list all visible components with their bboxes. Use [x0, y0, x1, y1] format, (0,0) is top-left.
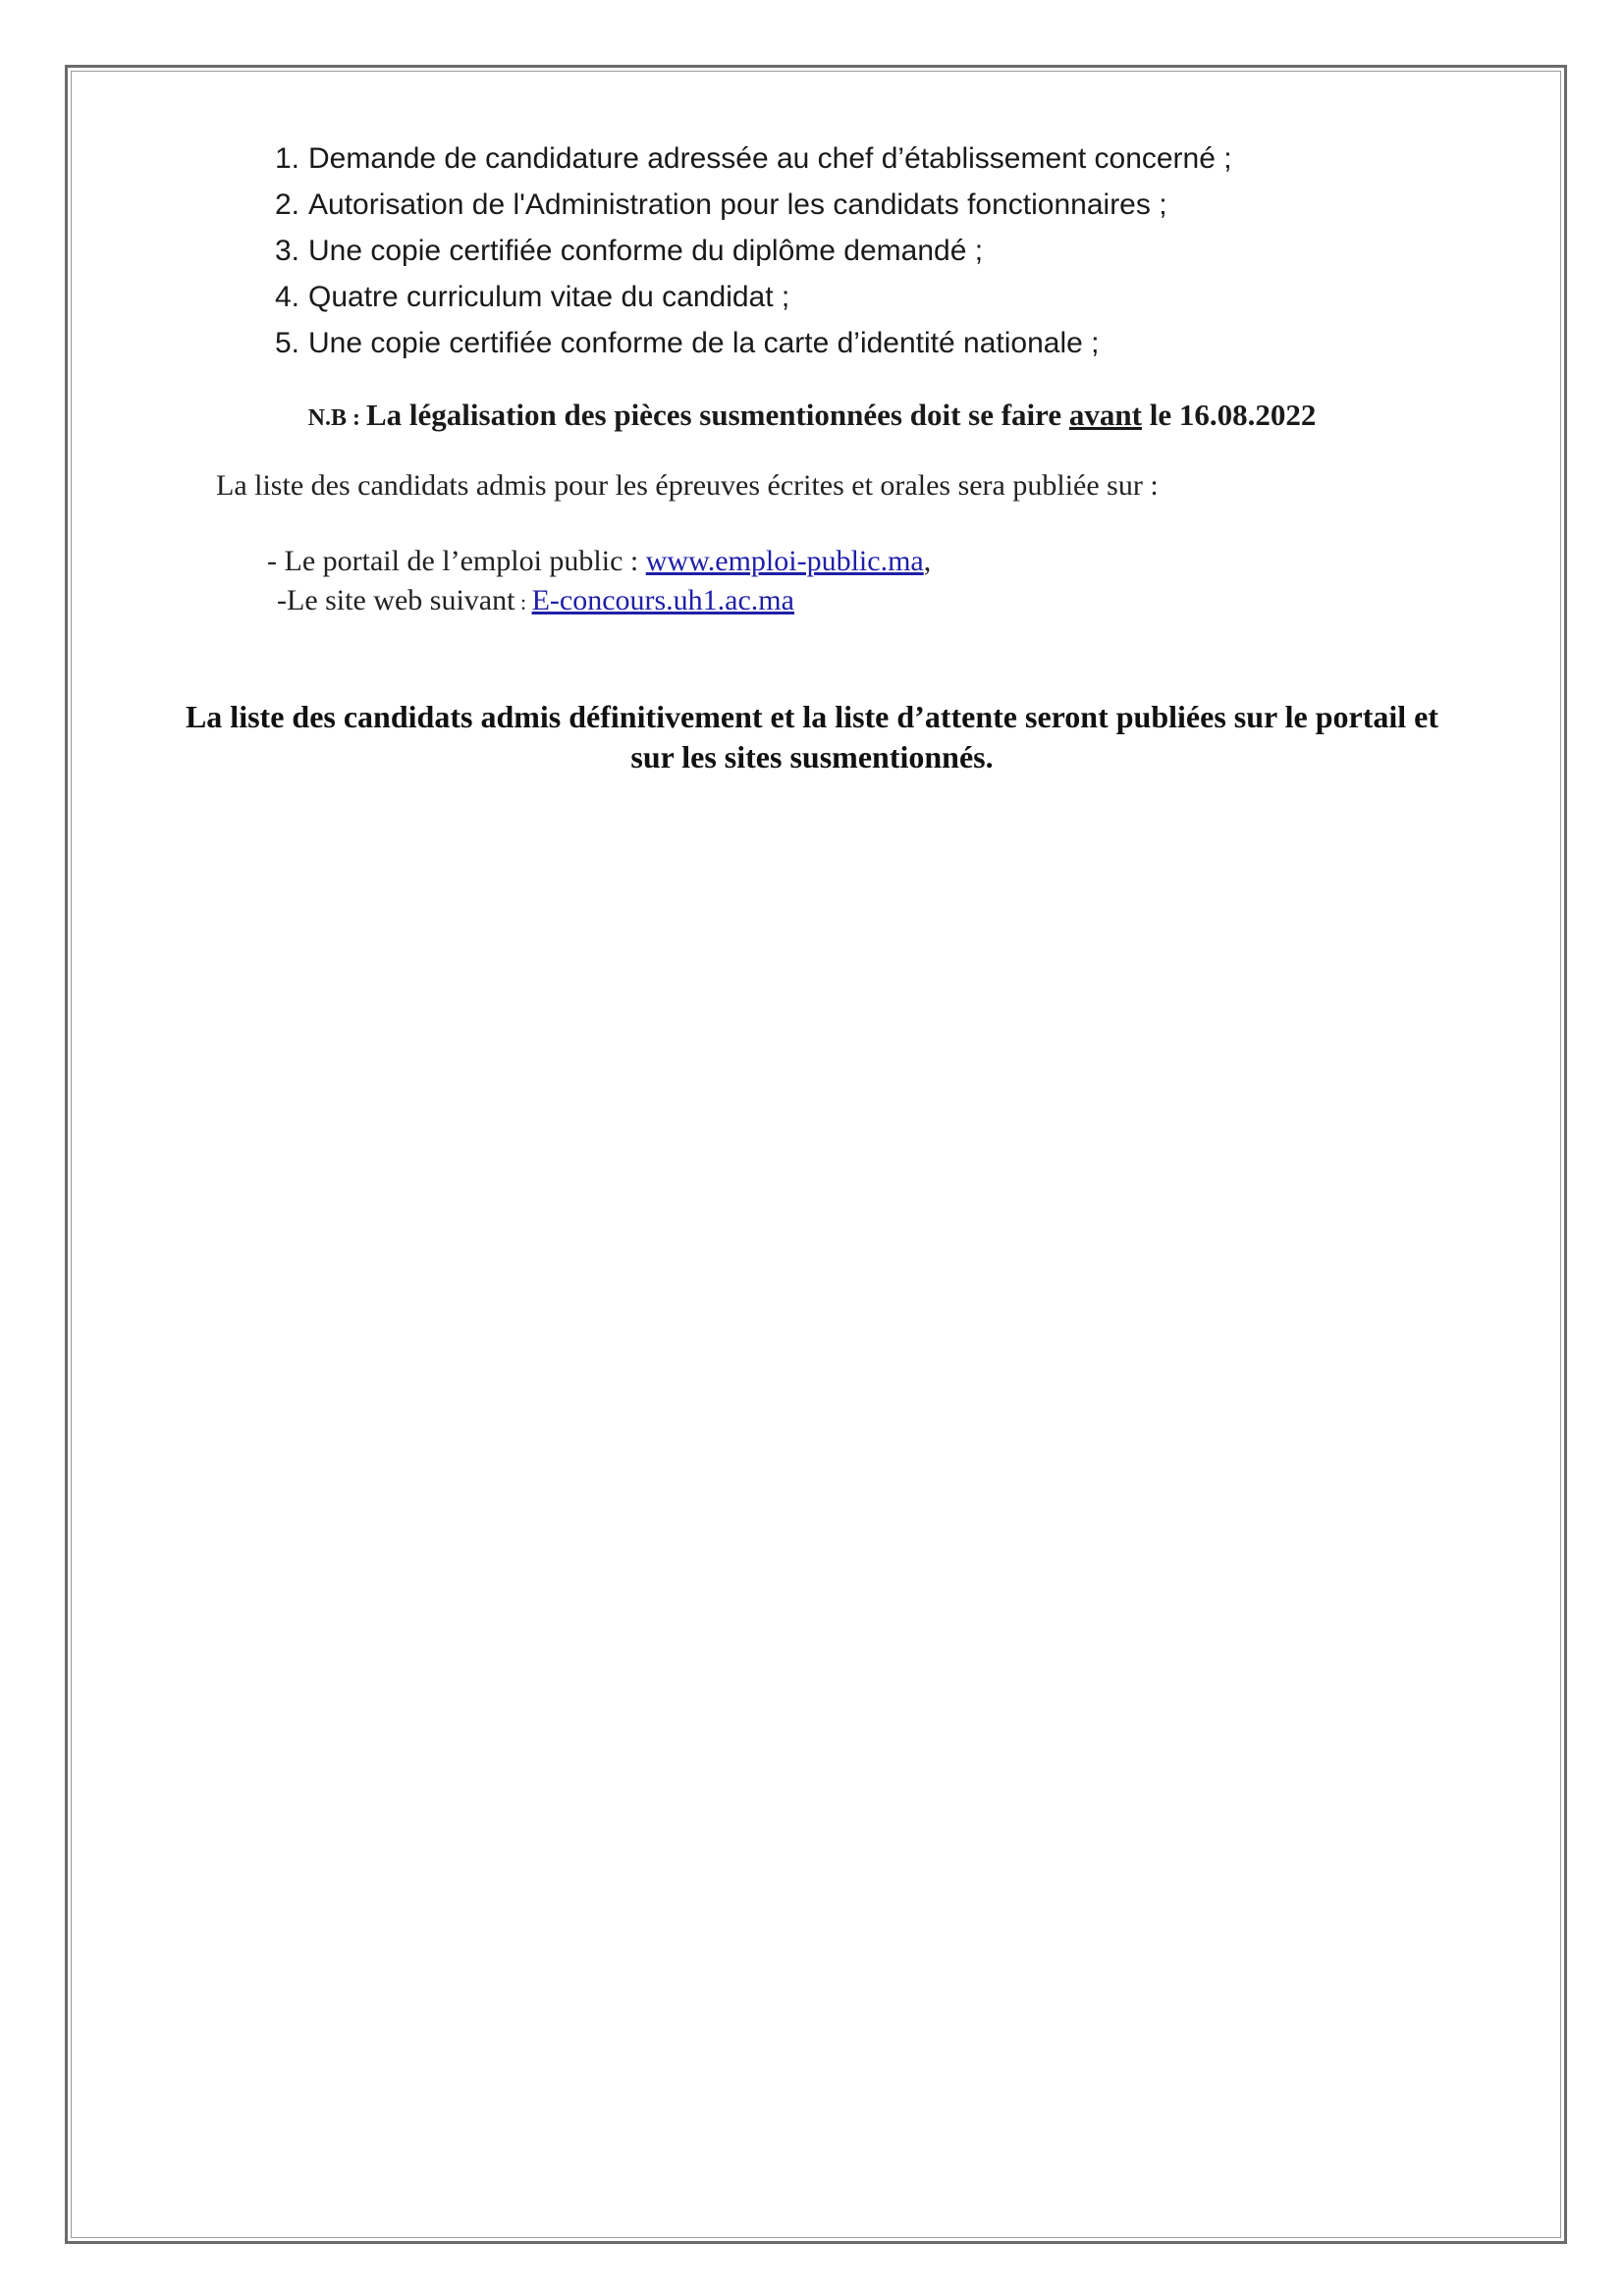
page-border-inner	[71, 71, 1561, 2238]
nb-prefix: N.B :	[307, 405, 366, 431]
list-item-text: Une copie certifiée conforme du diplôme demandé ;	[308, 235, 984, 267]
list-item-text: Une copie certifiée conforme de la carte d’identité nationale ;	[308, 327, 1100, 359]
publication-intro: La liste des candidats admis pour les épreuves écrites et orales sera publiée sur :	[216, 469, 1159, 502]
list-item	[275, 135, 1232, 182]
nb-text-before: La légalisation des pièces susmentionnées doit se faire	[366, 398, 1069, 432]
list-item-text: Autorisation de l'Administration pour les candidats fonctionnaires ;	[308, 188, 1167, 221]
website-separator: :	[514, 590, 532, 614]
list-item-number: 1.	[275, 142, 300, 175]
nb-underlined-word: avant	[1068, 398, 1142, 432]
website-line	[277, 584, 794, 617]
list-item	[275, 320, 1232, 366]
website-link[interactable]: E-concours.uh1.ac.ma	[531, 584, 794, 616]
list-item-text: Demande de candidature adressée au chef d’établissement concerné ;	[308, 142, 1232, 175]
website-label: -Le site web suivant	[277, 584, 515, 616]
list-item-number: 5.	[275, 327, 300, 359]
portal-suffix: ,	[923, 545, 932, 577]
final-notice: La liste des candidats admis définitivement et la liste d’attente seront publiées sur le portail et sur les sites susmentionnés.	[185, 699, 1439, 774]
list-item-number: 3.	[275, 235, 300, 267]
list-item	[275, 182, 1232, 228]
portal-link[interactable]: www.emploi-public.ma	[645, 545, 924, 577]
list-item	[275, 228, 1232, 274]
list-item-number: 2.	[275, 188, 300, 221]
legalization-notice	[0, 398, 1624, 433]
portal-line	[267, 545, 931, 578]
list-item	[275, 274, 1232, 320]
portal-label: - Le portail de l’emploi public :	[267, 545, 646, 577]
required-documents-list	[275, 135, 1232, 366]
list-item-text: Quatre curriculum vitae du candidat ;	[308, 281, 790, 313]
list-item-number: 4.	[275, 281, 300, 313]
nb-deadline: le 16.08.2022	[1141, 398, 1317, 432]
